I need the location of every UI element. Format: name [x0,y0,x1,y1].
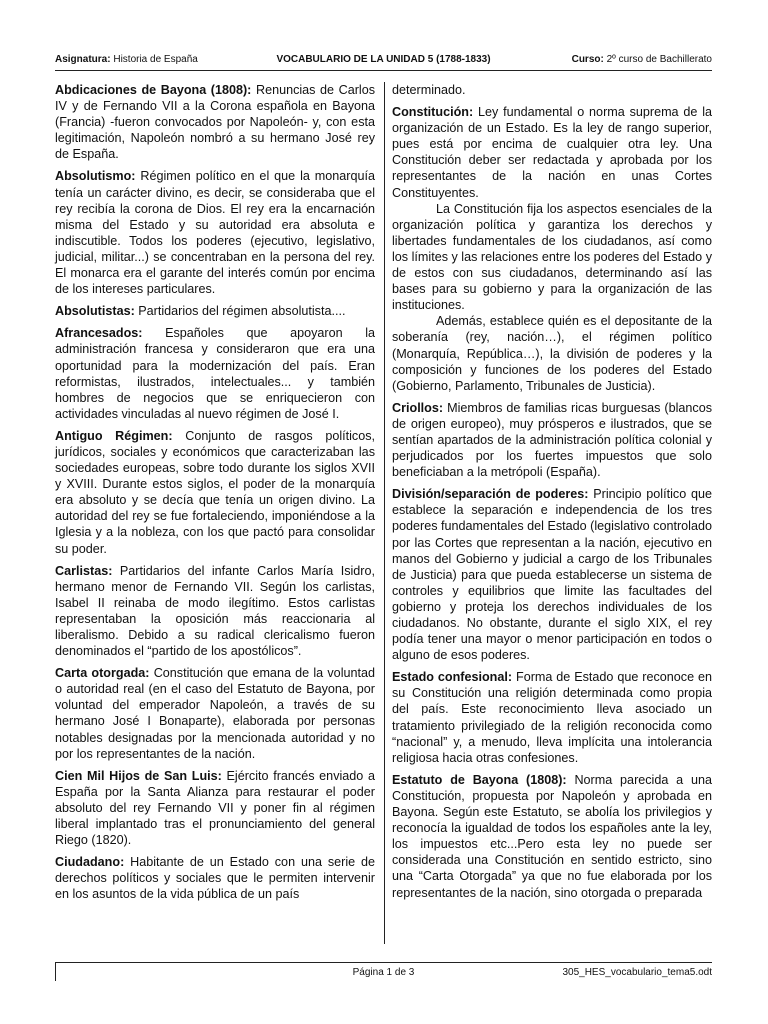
definition: Habitante de un Estado con una serie de derechos políticos y sociales que le permiten intervenir en los asuntos de la vida pública de un país [55,855,376,902]
term: Constitución: [392,105,474,120]
term: Estatuto de Bayona (1808): [392,772,567,787]
entry-absolutistas [55,303,375,319]
definition: Ejército francés enviado a España por la Santa Alianza para restaurar el poder absoluto del rey Fernando VII y poner fin al régimen liberal implantado tras el pronunciamiento del general Riego (1820). [55,768,375,848]
entry-absolutismo [55,168,375,297]
constitucion-paragraph-3: Además, establece quién es el depositante de la soberanía (rey, nación…), el régimen político (Monarquía, República…), la división de poderes y la composición y funciones de los poderes del Estado (Gobierno, Parlamento, Tribunales de Justicia). [392,314,712,393]
entry-constitucion [392,104,712,201]
header-subject: Asignatura: Historia de España [55,54,198,65]
term: Afrancesados: [55,326,143,341]
constitucion-paragraph-2: La Constitución fija los aspectos esenciales de la organización política y garantiza los derechos y libertades fundamentales de los ciudadanos, así como los límites y las relaciones entre los poderes del Estado y de estos con sus ciudadanos, determinando así las bases para su gobierno y para la organización de las instituciones. [392,201,712,313]
document-title: VOCABULARIO DE LA UNIDAD 5 (1788-1833) [276,54,491,65]
entry-division-poderes [392,486,712,663]
definition: Principio político que establece la separación e independencia de los tres poderes fundamentales del Estado (legislativo controlado por las Cortes que representan a la nación, ejecutivo en manos del Gobierno y judicial a cargo de los Tribunales de Justicia) para que pueda establecerse un sistema de controles y equilibrios que limite las facultades del gobierno y proteja los derechos individuales de los ciudadanos. No obstante, durante el siglo XIX, el rey podía tener una mayor o menor participación en todos o alguno de esos poderes. [392,487,712,663]
file-name: 305_HES_vocabulario_tema5.odt [562,967,712,978]
header-course-value: 2º curso de Bachillerato [606,54,712,65]
definition: Régimen político en el que la monarquía tenía un carácter divino, es decir, se consideraba que el rey recibía la corona de Dios. El rey era la encarnación misma del Estado y su autoridad era absoluta e indiscutible. Todos los poderes (ejecutivo, legislativo, judicial, militar...) se concentraban en la persona del rey. El monarca era el garante del interés común por encima de los intereses particulares. [55,169,375,297]
column-divider [384,82,385,944]
header-course: Curso: 2º curso de Bachillerato [571,54,712,65]
term: Absolutismo: [55,169,136,184]
definition: Partidarios del infante Carlos María Isidro, hermano menor de Fernando VII. Según los carlistas, Isabel II reinaba de modo ilegítimo. Estos carlistas representaban la oposición más reaccionaria al liberalismo. Debido a su radical clericalismo fueron denominados el “partido de los apostólicos”. [55,563,375,659]
page-header [55,52,712,71]
definition: Constitución que emana de la voluntad o autoridad real (en el caso del Estatuto de Bayona, por voluntad del emperador Napoleón, a través de su hermano José I Bonaparte), elaborada por personas notables designadas por la mencionada autoridad y no por los representantes de la nación. [55,666,376,761]
page-number: Página 1 de 3 [352,967,415,978]
page-footer [55,962,712,981]
left-column [55,82,375,909]
entry-estatuto-bayona [392,772,712,901]
definition: Conjunto de rasgos políticos, jurídicos, sociales y económicos que caracterizaban las sociedades europeas, sobre todo durante los siglos XVII y XVIII. Durante estos siglos, el poder de la monarquía era absoluto y se decía que tenía un origen divino. La autoridad del rey se fue fortaleciendo, imponiéndose a la Iglesia y a la nobleza, con los que pactó para consolidar su poder. [55,428,376,556]
term: Abdicaciones de Bayona (1808): [55,83,252,97]
entry-ciudadano [55,854,375,902]
entry-cien-mil-hijos [55,768,375,848]
right-column [392,82,712,907]
entry-carlistas [55,563,375,660]
definition: Renuncias de Carlos IV y de Fernando VII a la Corona española en Bayona (Francia) -fueron convocados por Napoleón- y, con esta legitimación, Napoleón nombró a su hermano José rey de España. [55,83,376,162]
entry-carta-otorgada [55,665,375,762]
definition: Forma de Estado que reconoce en su Constitución una religión determinada como propia del país. Este reconocimiento lleva asociado un tratamiento privilegiado de la religión reconocida como “nacional” y, a menudo, lleva implícita una intolerancia religiosa hacia otras confesiones. [392,670,712,765]
entry-criollos [392,400,712,480]
entry-afrancesados [55,325,375,422]
definition: Norma parecida a una Constitución, propuesta por Napoleón y aprobada en Bayona. Según este Estatuto, se abolía los privilegios y reconocía la igualdad de todos los españoles ante la ley, los impuestos etc...Pero esta ley no puede ser considerada una Constitución en sentido estricto, sino una “Carta Otorgada” ya que no fue elaborada por los representantes de la nación, sino otorgada o preparada [392,772,713,900]
definition: Ley fundamental o norma suprema de la organización de un Estado. Es la ley de rango superior, pues está por encima de cualquier otra ley. Una Constitución deber ser redactada y aprobada por los representantes de la nación en unas Cortes Constituyentes. [392,105,713,200]
term: Antiguo Régimen: [55,428,173,443]
term: Absolutistas: [55,304,135,319]
entry-antiguo-regimen [55,428,375,557]
entry-estado-confesional [392,669,712,766]
definition: Partidarios del régimen absolutista.... [138,304,346,319]
term: Carlistas: [55,563,113,578]
term: Criollos: [392,400,444,415]
entry-abdicaciones [55,82,375,162]
term: División/separación de poderes: [392,487,589,502]
entry-ciudadano-continued: determinado. [392,83,466,97]
term: Carta otorgada: [55,666,150,681]
definition: Españoles que apoyaron la administración francesa y consideraron que era una oportunidad para la modernización del país. Eran reformistas, ilustrados, intelectuales... y también hombres de negocios que se enriquecieron con actividades vinculadas al nuevo régimen de José I. [55,326,376,421]
term: Cien Mil Hijos de San Luis: [55,768,222,783]
term: Ciudadano: [55,855,125,870]
definition: Miembros de familias ricas burguesas (blancos de origen europeo), muy prósperos e ilustrados, que se sentían apartados de la administración política colonial y perjudicados por los fuertes impuestos que solo beneficiaban a la metrópoli (España). [392,400,713,480]
term: Estado confesional: [392,670,513,685]
header-subject-value: Historia de España [113,54,198,65]
